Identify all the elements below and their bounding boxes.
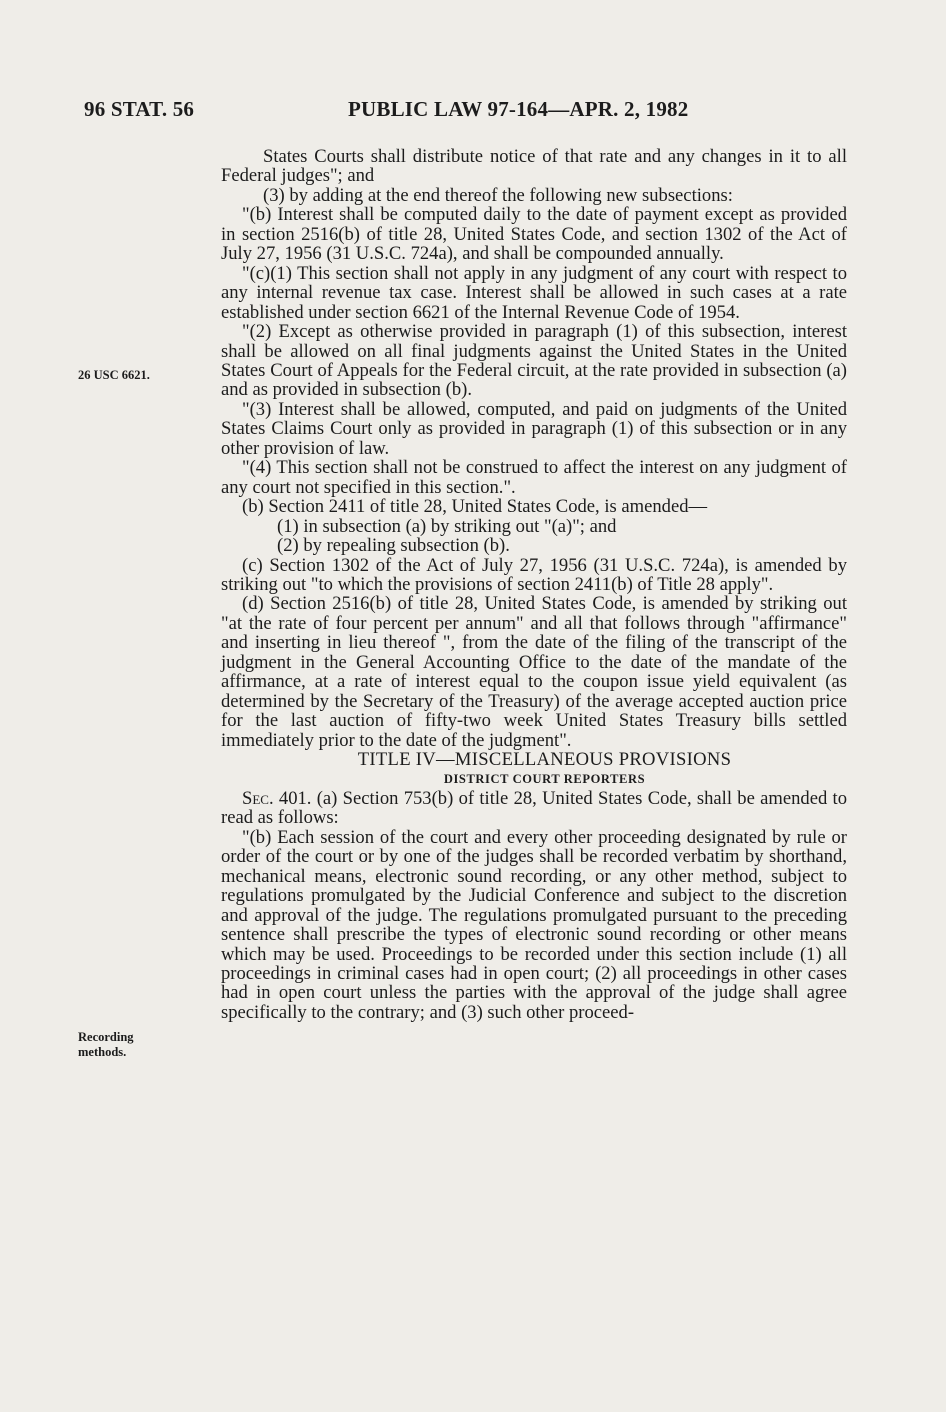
paragraph: "(2) Except as otherwise provided in paragraph (1) of this subsection, interest shall be allowed on all final judgments against the United States in the United States Court of Appeals for the Federal circuit, at the rate provided in subsection (a) and as provided in subsection (b). xyxy=(221,321,847,401)
margin-note-line: methods. xyxy=(78,1045,127,1059)
paragraph: (d) Section 2516(b) of title 28, United States Code, is amended by striking out "at the rate of four percent per annum" and all that follows through "affirmance" and inserting in lieu thereof ", from the date of the filing of the transcript of the judgment in the General Accounting Office to the date of the mandate of the affirmance, at a rate of interest equal to the coupon issue yield equivalent (as determined by the Secretary of the Treasury) of the average accepted auction price for the last auction of fifty-two week United States Treasury bills settled immediately prior to the date of the judgment". xyxy=(221,593,847,751)
paragraph: "(3) Interest shall be allowed, computed, and paid on judgments of the United States Claims Court only as provided in paragraph (1) of this subsection or in any other provision of law. xyxy=(221,398,847,459)
list-item: (2) by repealing subsection (b). xyxy=(277,535,510,557)
margin-note-recording-methods xyxy=(78,1030,134,1060)
paragraph: (3) by adding at the end thereof the following new subsections: xyxy=(263,184,733,206)
paragraph: (c) Section 1302 of the Act of July 27, 1956 (31 U.S.C. 724a), is amended by striking out "to which the provisions of section 2411(b) of Title 28 apply". xyxy=(221,554,847,595)
paragraph: "(b) Interest shall be computed daily to the date of payment except as provided in section 2516(b) of title 28, United States Code, and section 1302 of the Act of July 27, 1956 (31 U.S.C. 724a), and shall be compounded annually. xyxy=(221,204,847,265)
section-text: (a) Section 753(b) of title 28, United States Code, shall be amended to read as follows: xyxy=(221,787,847,829)
law-title-header: PUBLIC LAW 97-164—APR. 2, 1982 xyxy=(348,97,689,121)
section-label: Sec. 401. xyxy=(242,787,312,809)
title-heading: TITLE IV—MISCELLANEOUS PROVISIONS xyxy=(357,749,732,771)
paragraph: "(4) This section shall not be construed to affect the interest on any judgment of any court not specified in this section.". xyxy=(221,457,847,498)
margin-note-line: Recording xyxy=(78,1030,134,1044)
list-item: (1) in subsection (a) by striking out "(a)"; and xyxy=(277,515,617,537)
paragraph: "(c)(1) This section shall not apply in any judgment of any court with respect to any internal revenue tax case. Interest shall be allowed in such cases at a rate established under section 6621 of the Internal Revenue Code of 1954. xyxy=(221,262,847,323)
paragraph: (b) Section 2411 of title 28, United States Code, is amended— xyxy=(242,496,708,518)
section-subheading: DISTRICT COURT REPORTERS xyxy=(443,771,646,786)
paragraph: States Courts shall distribute notice of that rate and any changes in it to all Federal judges"; and xyxy=(221,146,847,187)
stat-page-reference: 96 STAT. 56 xyxy=(84,97,195,121)
paragraph: "(b) Each session of the court and every other proceeding designated by rule or order of the court or by one of the judges shall be recorded verbatim by shorthand, mechanical means, electronic sound recording, or any other method, subject to regulations promulgated by the Judicial Conference and subject to the discretion and approval of the judge. The regulations promulgated pursuant to the preceding sentence shall prescribe the types of electronic sound recording or other means which may be used. Proceedings to be recorded under this section include (1) all proceedings in criminal cases had in open court; (2) all proceedings in other cases had in open court unless the parties with the approval of the judge shall agree specifically to the contrary; and (3) such other proceed- xyxy=(221,826,847,1023)
statute-body xyxy=(221,147,847,1022)
margin-note-usc-6621: 26 USC 6621. xyxy=(78,368,150,382)
paragraph xyxy=(221,789,847,828)
